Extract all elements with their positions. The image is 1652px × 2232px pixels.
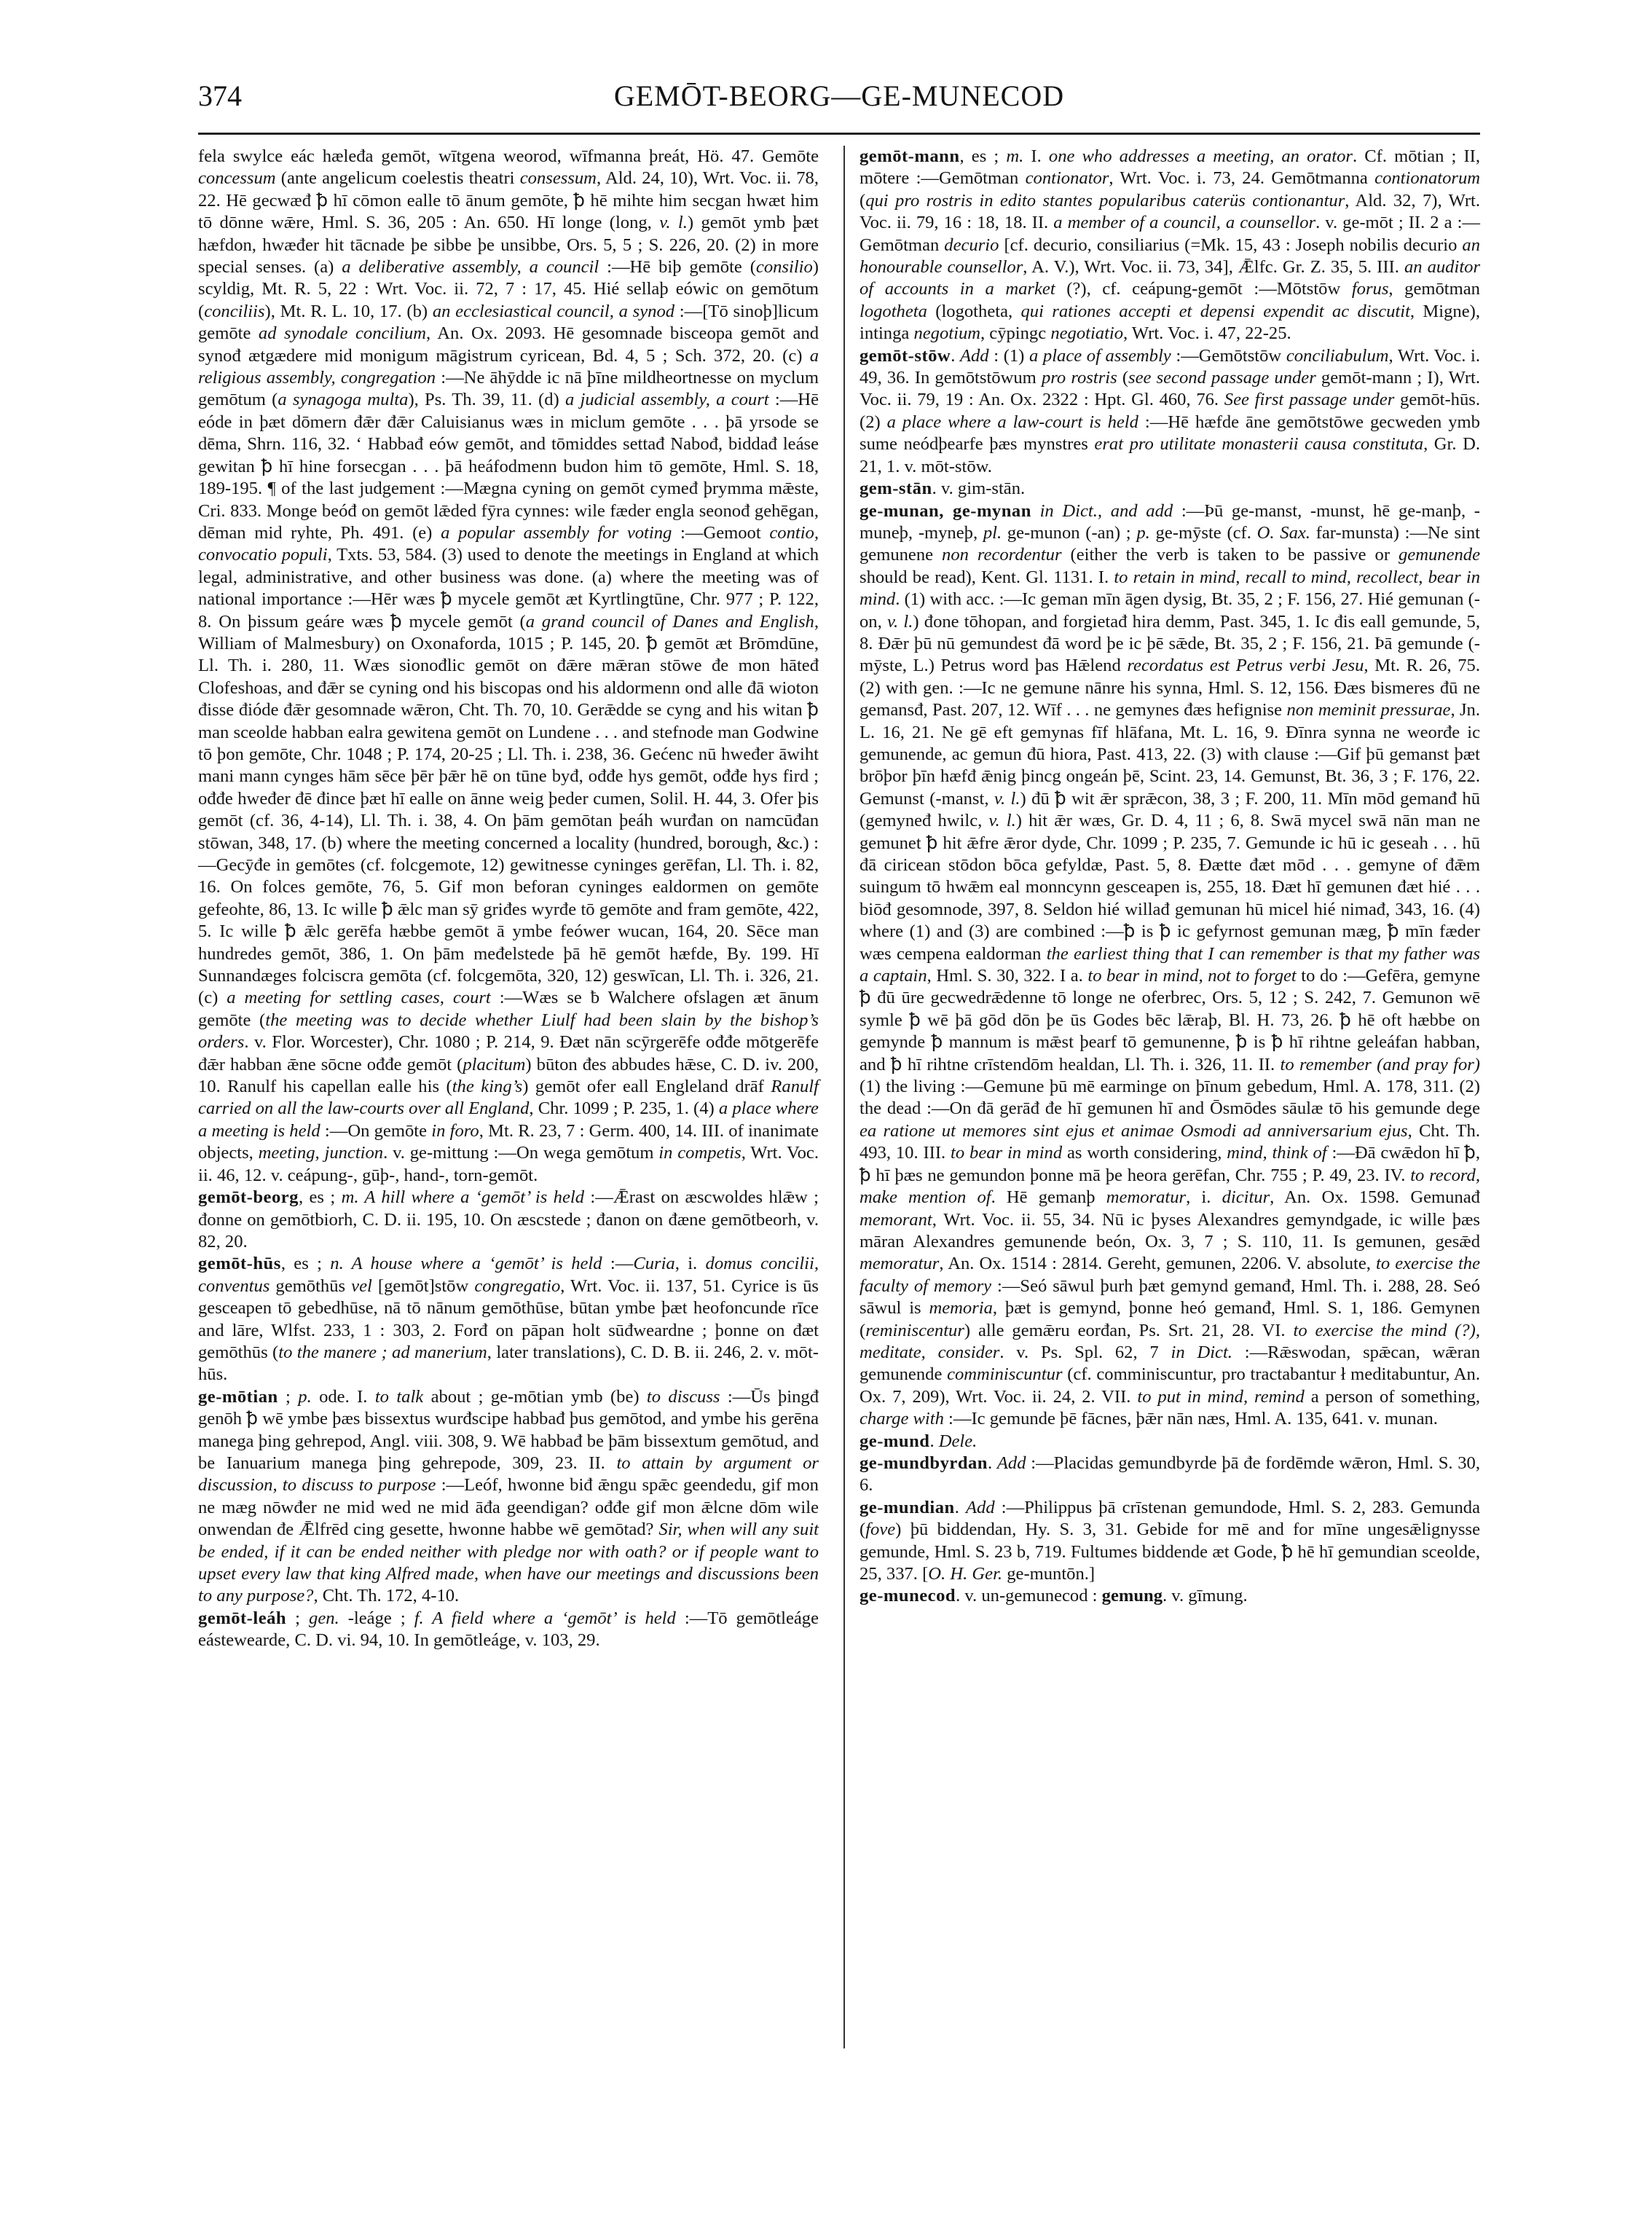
entry-headword: ge-mundian: [860, 1497, 955, 1517]
entry-headword: gemōt-leáh: [198, 1608, 287, 1628]
column-divider: [843, 146, 845, 2048]
header-rule: [198, 133, 1480, 135]
entry-body: . Dele.: [929, 1431, 978, 1451]
entry-body: , es ; n. A house where a ‘gemōt’ is held :—Curia, i. domus concilii, conventus gemōthūs vel [gemōt]stōw congregatio, Wrt. Voc. ii. 137, 51. Cyrice is ūs gesceapen tō gebedhūse, nā tō nānum gemōthūse, būtan ymbe þæt heofoncunde rīce and lāre, Wlfst. 233, 1 : 303, 2. Forđ on pāpan holt sūđweardne ; þonne on đæt gemōthūs (to the manere ; ad manerium, later translations), C. D. B. ii. 246, 2. v. mōt-hūs.: [198, 1254, 819, 1385]
entry-body: , es ; m. I. one who addresses a meeting, an orator. Cf. mōtian ; II, mōtere :—Gemōtman contionator, Wrt. Voc. i. 73, 24. Gemōtmanna contionatorum (qui pro rostris in edito stantes popularibus caterüs contionantur, Ald. 32, 7), Wrt. Voc. ii. 79, 16 : 18, 18. II. a member of a council, a counsellor. v. ge-mōt ; II. 2 a :—Gemōtman decurio [cf. decurio, consiliarius (=Mk. 15, 43 : Joseph nobilis decurio an honourable counsellor, A. V.), Wrt. Voc. ii. 73, 34], Ǣlfc. Gr. Z. 35, 5. III. an auditor of accounts in a market (?), cf. ceápung-gemōt :—Mōtstōw forus, gemōtman logotheta (logotheta, qui rationes accepti et depensi expendit ac discutit, Migne), intinga negotium, cȳpingc negotiatio, Wrt. Voc. i. 47, 22-25.: [860, 146, 1481, 344]
dictionary-entry: [860, 500, 1480, 1431]
dictionary-entry: [860, 1431, 1480, 1453]
entry-headword: ge-mundbyrdan: [860, 1453, 988, 1473]
entry-headword: ge-munecod: [860, 1586, 956, 1606]
page-number: 374: [198, 79, 242, 112]
dictionary-entry: [860, 345, 1480, 478]
dictionary-entry: [198, 1253, 819, 1386]
entry-headword: gemōt-mann: [860, 146, 960, 166]
entry-body: . v. gim-stān.: [932, 479, 1026, 499]
entry-body: in Dict., and add :—Þū ge-manst, -munst, hē ge-manþ, -muneþ, -myneþ, pl. ge-munon (-an) ; p. ge-mȳste (cf. O. Sax. far-munsta) :—Ne sint gemunene non recordentur (either the verb is taken to be passive or gemunende should be read), Kent. Gl. 1131. I. to retain in mind, recall to mind, recollect, bear in mind. (1) with acc. :—Ic geman mīn āgen dysig, Bt. 35, 2 ; F. 156, 27. Hié gemunan (-on, v. l.) đone tōhopan, and forgietađ hira demm, Past. 345, 1. Ic đis eall gemunde, 5, 8. Đǣr þū nū gemundest đā word þe ic þē sǣde, Bt. 35, 2 ; F. 156, 21. Þā gemunde (-mȳste, L.) Petrus word þas Hǣlend recordatus est Petrus verbi Jesu, Mt. R. 26, 75. (2) with gen. :—Ic ne gemune nānre his synna, Hml. S. 12, 156. Đæs bismeres đū ne gemansđ, Past. 207, 12. Wīf . . . ne gemynes đæs hefignise non meminit pressurae, Jn. L. 16, 21. Ne gē eft gemynas fīf hlāfana, Mt. L. 16, 9. Đīnra synna ne weorđe ic gemunende, ac gemun đū hiora, Past. 413, 22. (3) with clause :—Gif þū gemanst þæt brōþor þīn hæfđ ǣnig þincg ongeán þē, Scint. 23, 14. Gemunst, Bt. 36, 3 ; F. 176, 22. Gemunst (-manst, v. l.) đū ꝥ wit ǣr sprǣcon, 38, 3 ; F. 200, 11. Mīn mōd gemanđ hū (gemyneđ hwilc, v. l.) hit ǣr wæs, Gr. D. 4, 11 ; 6, 8. Swā mycel swā nān man ne gemunet ꝥ hit ǣfre ǣror dyde, Chr. 1099 ; P. 235, 7. Gemunde ic hū ic geseah . . . hū đā ciricean stōdon bōca gefyldæ, Past. 5, 8. Đætte đæt mōd . . . gemyne of đǣm suingum tō hwǣm eal monncynn gesceapen is, 255, 18. Đæt hī gemunen đæt hié . . . biōđ gesomnode, 397, 8. Seldon hié willađ gemunan hū micel hié nimađ, 343, 16. (4) where (1) and (3) are combined :—ꝥ is ꝥ ic gefyrnost gemunan mæg, ꝥ mīn fæder wæs cempena ealdorman the earliest thing that I can remember is that my father was a captain, Hml. S. 30, 322. I a. to bear in mind, not to forget to do :—Gefēra, gemyne ꝥ đū ūre gecwedrǣdenne tō longe ne oferbrec, Ors. 5, 12 ; S. 242, 7. Gemunon wē symle ꝥ wē þā gōd dōn þe ūs Godes bēc lǣraþ, Bl. H. 73, 26. ꝥ hē oft hæbbe on gemynde ꝥ mannum is mǣst þearf tō gemunenne, ꝥ is ꝥ hī rihtne geleáfan habban, and ꝥ hī rihtne crīstendōm healdan, Ll. Th. i. 326, 11. II. to remember (and pray for) (1) the living :—Gemune þū mē earminge on þīnum gebedum, Hml. A. 178, 311. (2) the dead :—On đā gerāđ đe hī gemunen hī and Ōsmōdes sāulæ tō his gemunde dege ea ratione ut memores sint ejus et animae Osmodi ad anniversarium ejus, Cht. Th. 493, 10. III. to bear in mind as worth considering, mind, think of :—Đā cwǣdon hī ꝥ, ꝥ hī þæs ne gemundon þonne mā þe heora gerēfan, Chr. 755 ; P. 49, 23. IV. to record, make mention of. Hē gemanþ memoratur, i. dicitur, An. Ox. 1598. Gemunađ memorant, Wrt. Voc. ii. 55, 34. Nū ic þyses Alexandres gemyndgade, ic wille þæs māran Alexandres gemunende beón, Ox. 3, 7 ; S. 110, 11. Is gemunen, gesǣd memoratur, An. Ox. 1514 : 2814. Gereht, gemunen, 2206. V. absolute, to exercise the faculty of memory :—Seó sāwul þurh þæt gemynd gemanđ, Hml. Th. i. 288, 28. Seó sāwul is memoria, þæt is gemynd, þonne heó gemanđ, Hml. S. 1, 186. Gemynen (reminiscentur) alle gemǣru eorđan, Ps. Srt. 21, 28. VI. to exercise the mind (?), meditate, consider. v. Ps. Spl. 62, 7 in Dict. :—Rǣswodan, spǣcan, wǣran gemunende comminiscuntur (cf. comminiscuntur, pro tractabantur ł meditabuntur, An. Ox. 7, 209), Wrt. Voc. ii. 24, 2. VII. to put in mind, remind a person of something, charge with :—Ic gemunde þē fācnes, þǣr nān næs, Hml. A. 135, 641. v. munan.: [860, 500, 1481, 1429]
entry-body: . Add :—Philippus þā crīstenan gemundode, Hml. S. 2, 283. Gemunda (fove) þū biddendan, Hy. S. 3, 31. Gebide for mē and for mīne ungesǣlignysse gemunde, Hml. S. 23 b, 719. Fultumes biddende æt Gode, ꝥ hē hī gemundian sceolde, 25, 337. [O. H. Ger. ge-muntōn.]: [860, 1497, 1480, 1584]
entry-body: , es ; m. A hill where a ‘gemōt’ is held :—Ǣrast on æscwoldes hlǣw ; đonne on gemōtbiorh, C. D. ii. 195, 10. On æscstede ; đanon on đæne gemōtbeorh, v. 82, 20.: [198, 1187, 819, 1251]
dictionary-entry: [860, 1585, 1480, 1607]
entry-headword: gemōt-beorg: [198, 1187, 299, 1208]
entry-body: ; p. ode. I. to talk about ; ge-mōtian ymb (be) to discuss :—Ūs þingđ genōh ꝥ wē ymbe þæs bissextus wurđscipe habbađ þus gemōtod, and ymbe his gerēna manega þing gehrepod, Angl. viii. 308, 9. Wē habbađ be þām bissextum gemōtud, and be Ianuarium manega þing gehrepode, 309, 23. II. to attain by argument or discussion, to discuss to purpose :—Leóf, hwonne biđ ǣngu spǣc geendedu, gif mon ne mæg nōwđer ne mid wed ne mid āđa geendigan? ođđe gif mon ǣlcne dōm wile onwendan đe Ǣlfrēd cing gesette, hwonne habbe wē gemōtad? Sir, when will any suit be ended, if it can be ended neither with pledge nor with oath? or if people want to upset every law that king Alfred made, when have our meetings and discussions been to any purpose?, Cht. Th. 172, 4-10.: [198, 1386, 819, 1606]
entry-body: ; gen. -leáge ; f. A field where a ‘gemōt’ is held :—Tō gemōtleáge eástewearde, C. D. vi. 94, 10. In gemōtleáge, v. 103, 29.: [198, 1608, 819, 1651]
dictionary-entry: [860, 1497, 1480, 1586]
entry-body: . Add :—Placidas gemundbyrde þā đe fordēmde wǣron, Hml. S. 30, 6.: [860, 1453, 1481, 1496]
entry-headword: ge-munan, ge-mynan: [860, 500, 1031, 521]
entry-body: . v. un-gemunecod : gemung. v. gīmung.: [956, 1586, 1248, 1606]
entry-headword: ge-mund: [860, 1431, 930, 1451]
dictionary-entry: [198, 1187, 819, 1253]
left-column: [198, 146, 819, 1652]
dictionary-entry: [860, 478, 1480, 500]
dictionary-entry: [198, 146, 819, 1187]
entry-headword: gemōt-stōw: [860, 345, 951, 366]
right-column: [860, 146, 1480, 1608]
dictionary-entry: [198, 1608, 819, 1652]
page-header: [198, 79, 1480, 130]
running-title: GEMŌT-BEORG—GE-MUNECOD: [613, 79, 1065, 112]
dictionary-entry: [860, 146, 1480, 345]
entry-body: . Add : (1) a place of assembly :—Gemōtstōw conciliabulum, Wrt. Voc. i. 49, 36. In gemōtstōwum pro rostris (see second passage under gemōt-mann ; I), Wrt. Voc. ii. 79, 19 : An. Ox. 2322 : Hpt. Gl. 460, 76. See first passage under gemōt-hūs. (2) a place where a law-court is held :—Hē hæfde āne gemōtstōwe gecweden ymb sume neódþearfe þæs mynstres erat pro utilitate monasterii causa constituta, Gr. D. 21, 1. v. mōt-stōw.: [860, 345, 1480, 476]
dictionary-entry: [198, 1386, 819, 1608]
entry-headword: gem-stān: [860, 479, 932, 499]
dictionary-entry: [860, 1453, 1480, 1497]
entry-body: fela swylce eác hæleđa gemōt, wītgena weorod, wīfmanna þreát, Hö. 47. Gemōte concessum (ante angelicum coelestis theatri consessum, Ald. 24, 10), Wrt. Voc. ii. 78, 22. Hē gecwæđ ꝥ hī cōmon ealle tō ānum gemōte, ꝥ hē mihte him secgan hwæt him tō dōnne wǣre, Hml. S. 36, 205 : An. 650. Hī longe (long, v. l.) gemōt ymb þæt hæfdon, hwæđer hit tācnade þe sibbe þe unsibbe, Ors. 5, 5 ; S. 226, 20. (2) in more special senses. (a) a deliberative assembly, a council :—Hē biþ gemōte (consilio) scyldig, Mt. R. 5, 22 : Wrt. Voc. ii. 72, 7 : 17, 45. Hié sellaþ eówic on gemōtum (conciliis), Mt. R. L. 10, 17. (b) an ecclesiastical council, a synod :—[Tō sinoþ]licum gemōte ad synodale concilium, An. Ox. 2093. Hē gesomnade bisceopa gemōt and synođ ætgædere mid monigum māgistrum cyricean, Bd. 4, 5 ; Sch. 372, 20. (c) a religious assembly, congregation :—Ne āhȳdde ic nā þīne mildheortnesse on myclum gemōtum (a synagoga multa), Ps. Th. 39, 11. (d) a judicial assembly, a court :—Hē eóde in þæt dōmern đǣr đǣr Caluisianus wæs in miclum gemōte . . . þā yrsode se dēma, Shrn. 116, 32. ‘ Habbađ eów gemōt, and tōmiddes settađ Nabođ, biddađ leáse gewitan ꝥ hī hine forsecgan . . . þā heáfodmenn budon him tō gemōte, Hml. S. 18, 189-195. ¶ of the last judgement :—Mægna cyning on gemōt cymeđ þrymma mǣste, Cri. 833. Monge beóđ on gemōt lǣded fȳra cynnes: wile fæder engla seonođ gehēgan, dēman mid ryhte, Ph. 491. (e) a popular assembly for voting :—Gemoot contio, convocatio populi, Txts. 53, 584. (3) used to denote the meetings in England at which legal, administrative, and other business was done. (a) where the meeting was of national importance :—Hēr wæs ꝥ mycele gemōt æt Kyrtlingtūne, Chr. 977 ; P. 122, 8. On þissum geáre wæs ꝥ mycele gemōt (a grand council of Danes and English, William of Malmesbury) on Oxonaforda, 1015 ; P. 145, 20. ꝥ gemōt æt Brōmdūne, Ll. Th. i. 280, 11. Wæs sionođlic gemōt on đǣre mǣran stōwe đe mon hāteđ Clofeshoas, and đǣr se cyning ond his biscopas ond his aldormenn ond alle đā wioton đisse đióde đǣr gesomnade wǣron, Cht. Th. 70, 10. Gerǣdde se cyng and his witan ꝥ man sceolde habban ealra gewitena gemōt on Lundene . . . and stefnode man Godwine tō þon gemōte, Chr. 1048 ; P. 174, 20-25 ; Ll. Th. i. 238, 36. Gećenc nū hweđer āwiht mani mann cynges hām sēce þēr þǣr hē on tūne byđ, ođđe hys gemōt, ođđe hys fird ; ođđe hweđer đē đince þæt hī ealle on ānne weig þeder cumen, Solil. H. 44, 3. Ofer þis gemōt (cf. 36, 4-14), Ll. Th. i. 38, 4. On þām gemōtan þeáh wurđan on namcūđan stōwan, 348, 17. (b) where the meeting concerned a locality (hundred, borough, &c.) :—Gecȳđe in gemōtes (cf. folcgemote, 12) gewitnesse cyninges gerēfan, Ll. Th. i. 82, 16. On folces gemōte, 76, 5. Gif mon beforan cyninges ealdormen on gemōte gefeohte, 86, 13. Ic wille ꝥ ǣlc man sȳ griđes wyrđe tō gemōte and fram gemōte, 422, 5. Ic wille ꝥ ǣlc gerēfa hæbbe gemōt ā ymbe feówer wucan, 164, 20. Sēce man hundredes gemōt, 386, 1. On þām međelstede þā hē gemōt hæfde, By. 199. Hī Sunnandæges folciscra gemōta (cf. folcgemōta, 320, 12) geswīcan, Ll. Th. i. 326, 21. (c) a meeting for settling cases, court :—Wæs se ƀ Walchere ofslagen æt ānum gemōte (the meeting was to decide whether Liulf had been slain by the bishop’s orders. v. Flor. Worcester), Chr. 1080 ; P. 214, 9. Đæt nān scȳrgerēfe ođđe mōtgerēfe đǣr habban ǣne sōcne ođđe gemōt (placitum) būton đes abbudes hǣse, C. D. iv. 200, 10. Ranulf his capellan ealle his (the king’s) gemōt ofer eall Engleland drāf Ranulf carried on all the law-courts over all England, Chr. 1099 ; P. 235, 1. (4) a place where a meeting is held :—On gemōte in foro, Mt. R. 23, 7 : Germ. 400, 14. III. of inanimate objects, meeting, junction. v. ge-mittung :—On wega gemōtum in competis, Wrt. Voc. ii. 46, 12. v. ceápung-, gūþ-, hand-, torn-gemōt.: [198, 146, 819, 1185]
entry-headword: ge-mōtian: [198, 1386, 278, 1407]
entry-headword: gemōt-hūs: [198, 1254, 281, 1274]
